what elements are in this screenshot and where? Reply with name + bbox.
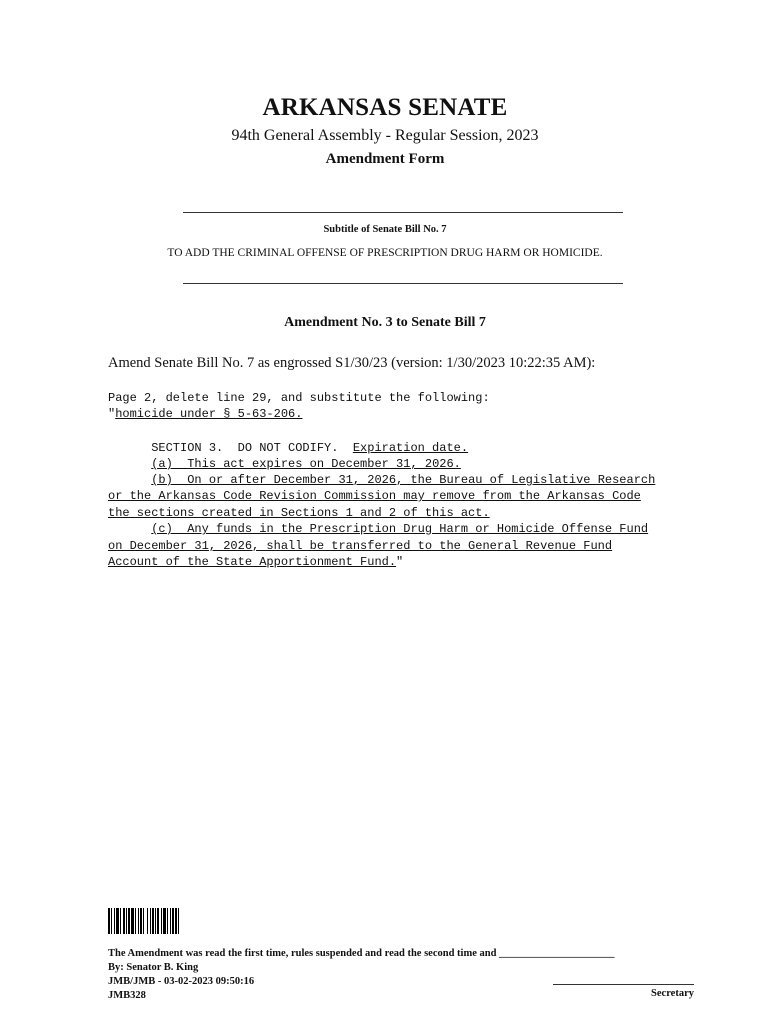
secretary-signature-line xyxy=(553,984,694,985)
section-label: SECTION 3. DO NOT CODIFY. xyxy=(108,441,353,455)
secretary-label: Secretary xyxy=(651,988,694,999)
substitute-text-line xyxy=(108,406,302,422)
document-title: ARKANSAS SENATE xyxy=(262,94,508,121)
document-id: JMB328 xyxy=(108,990,146,1001)
subtitle-label: Subtitle of Senate Bill No. 7 xyxy=(323,224,447,235)
section-heading-line xyxy=(108,440,468,456)
paragraph-b-line-3 xyxy=(108,505,490,521)
paragraph-c-text-2: on December 31, 2026, shall be transferred to the General Revenue Fund xyxy=(108,539,613,553)
paragraph-a xyxy=(108,456,461,472)
amendment-heading: Amendment No. 3 to Senate Bill 7 xyxy=(284,315,486,330)
form-name: Amendment Form xyxy=(325,151,445,167)
indent xyxy=(108,457,151,471)
paragraph-b-text-3: the sections created in Sections 1 and 2 of this act. xyxy=(108,506,490,520)
amendment-intro: Amend Senate Bill No. 7 as engrossed S1/30/23 (version: 1/30/2023 10:22:35 AM): xyxy=(108,355,596,371)
paragraph-c-line-2 xyxy=(108,538,612,554)
paragraph-b-line-2 xyxy=(108,488,641,504)
indent xyxy=(108,522,151,536)
substituted-phrase: homicide under § 5-63-206. xyxy=(115,407,303,421)
sponsor-line: By: Senator B. King xyxy=(108,962,199,973)
closing-quote: " xyxy=(396,555,404,569)
instruction-line: Page 2, delete line 29, and substitute the following: xyxy=(108,391,490,405)
drafter-timestamp: JMB/JMB - 03-02-2023 09:50:16 xyxy=(108,976,255,987)
session-line: 94th General Assembly - Regular Session, 2023 xyxy=(231,127,539,144)
reading-statement: The Amendment was read the first time, rules suspended and read the second time and ______________________ xyxy=(108,948,615,959)
paragraph-c-line-1 xyxy=(108,521,648,537)
paragraph-c-text-1: (c) Any funds in the Prescription Drug Harm or Homicide Offense Fund xyxy=(151,522,649,536)
paragraph-c-text-3: Account of the State Apportionment Fund. xyxy=(108,555,397,569)
paragraph-b-text-1: (b) On or after December 31, 2026, the Bureau of Legislative Research xyxy=(151,473,656,487)
barcode-bar xyxy=(179,908,182,934)
indent xyxy=(108,473,151,487)
barcode xyxy=(108,908,200,934)
paragraph-b-line-1 xyxy=(108,472,655,488)
divider-top xyxy=(183,212,623,213)
paragraph-c-line-3 xyxy=(108,554,403,570)
paragraph-b-text-2: or the Arkansas Code Revision Commission may remove from the Arkansas Code xyxy=(108,489,641,503)
opening-quote: " xyxy=(108,407,116,421)
divider-bottom xyxy=(183,283,623,284)
paragraph-a-text: (a) This act expires on December 31, 2026. xyxy=(151,457,461,471)
section-title: Expiration date. xyxy=(352,441,469,455)
subtitle-text: TO ADD THE CRIMINAL OFFENSE OF PRESCRIPTION DRUG HARM OR HOMICIDE. xyxy=(167,247,603,259)
